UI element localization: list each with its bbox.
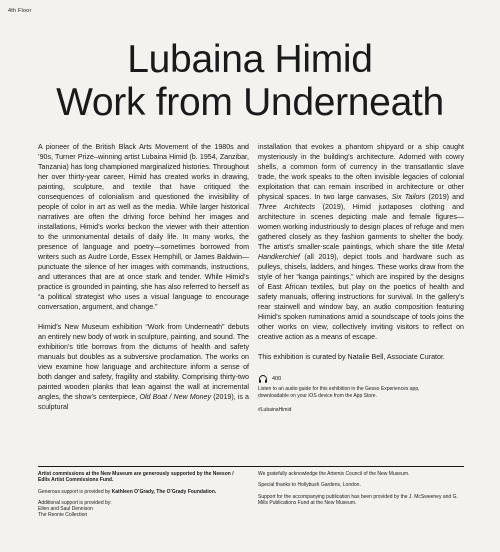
floor-label: 4th Floor xyxy=(8,8,32,14)
footer-left xyxy=(38,471,243,524)
generous-support-text: Generous support is provided by xyxy=(38,488,112,495)
audio-guide xyxy=(258,374,464,414)
left-column xyxy=(38,142,249,422)
installation-text-a: installation that evokes a phantom shipyard or a ship caught mysteriously in the building’s architecture. Adorned with cowry shells, a common form of currency in the transatlantic slave trade, the work speaks to the often invisible legacies of colonial exploitation that can remain inscribed in architecture or other physical spaces. In two large canvases, xyxy=(258,143,464,201)
exhibition-text-a: Himid’s New Museum exhibition “Work from Underneath” debuts an entirely new body of work in sculpture, painting, and sound. The exhibition’s title borrows from the dictums of health and safety manuals but doubles as a subversive proclamation. The works on view examine how language and architecture inform a sense of both danger and safety, fragility and stability. Comprising thirty-two painted wooden planks that lean against the wall at incremental angles, the show’s centerpiece, xyxy=(38,323,249,401)
supporter-1: Ellen and Saul Dennison xyxy=(38,506,93,513)
additional-support xyxy=(38,500,243,519)
audio-guide-line-2: downloadable on your iOS device from the App Store. xyxy=(258,392,377,399)
exhibition-paragraph xyxy=(38,322,249,412)
exhibition-text-b: (2019), is a sculptural xyxy=(38,393,249,411)
artwork-title-six-tailors: Six Tailors xyxy=(391,193,426,201)
installation-text-b: (2019) and xyxy=(425,193,464,201)
installation-text-c: (2019), Himid juxtaposes clothing and architecture in scenes depicting male and female figures—women working industriously to design places of refuge and men gathered closely as they fashion garments to shelter the body. The artist’s smaller-scale paintings, which share the title xyxy=(258,203,464,251)
artwork-title-old-boat: Old Boat / New Money xyxy=(139,393,212,401)
generous-support xyxy=(38,489,243,495)
curator-credit: This exhibition is curated by Natalie Bell, Associate Curator. xyxy=(258,353,445,361)
footer-right xyxy=(258,471,464,511)
installation-paragraph xyxy=(258,142,464,342)
artemis-acknowledgement: We gratefully acknowledge the Artemis Council of the New Museum. xyxy=(258,471,410,477)
right-column xyxy=(258,142,464,414)
hashtag: #LubainaHimid xyxy=(258,407,292,413)
artwork-title-three-architects: Three Architects xyxy=(258,203,316,211)
generous-support-donor: Kathleen O’Grady, The O’Grady Foundation. xyxy=(111,488,217,495)
headphones-icon xyxy=(258,374,268,384)
supporter-2: The Rennie Collection xyxy=(38,512,88,519)
footer-divider xyxy=(38,466,464,467)
audio-guide-line-1: Listen to an audio guide for this exhibition in the Gesso Experiences app, xyxy=(258,386,420,392)
commission-support: Artist commissions at the New Museum are generously supported by the Neeson / Edlis Artist Commissions Fund. xyxy=(38,471,234,484)
intro-paragraph: A pioneer of the British Black Arts Movement of the 1980s and ’90s, Turner Prize–winning artist Lubaina Himid (b. 1954, Zanzibar, Tanzania) has long championed marginalized histories. Throughout her over thirty-year career, Himid has created works in drawing, painting, sculpture, and textile that have critiqued the consequences of colonialism and questioned the invisibility of people of color in art as well as the media. While larger historical narratives are often the driving force behind her images and installations, Himid’s works beckon the viewer with their attention to the unmonumental details of daily life. In many works, the presence of language and poetry—sometimes borrowed from writers such as Audre Lorde, Essex Hemphill, or James Baldwin—punctuate the silence of her images with commands, instructions, and utterances that are at once stark and tender. While Himid’s practice is grounded in painting, she has also referred to herself as “a political strategist who uses a visual language to encourage conversation, argument, and change.” xyxy=(38,143,249,311)
special-thanks: Special thanks to Hollybush Gardens, London. xyxy=(258,482,361,489)
audio-stop-number: 400 xyxy=(272,375,282,382)
artwork-title-metal-handkerchief: Metal Handkerchief xyxy=(258,243,464,261)
additional-support-heading: Additional support is provided by: xyxy=(38,499,112,506)
exhibition-name: Work from Underneath xyxy=(56,81,444,124)
exhibition-title xyxy=(0,38,500,124)
artist-name: Lubaina Himid xyxy=(127,38,373,81)
publication-support: Support for the accompanying publication has been provided by the J. McSweeney and G. Mills Publications Fund at the New Museum. xyxy=(258,493,458,506)
installation-text-d: (all 2019), depict tools and hardware such as pulleys, chisels, ladders, and hinges. These works draw from the style of her “kanga paintings,” which are inspired by the designs of East African textiles, but play on the poetics of health and safety manuals, offering instructions for survival. In the gallery’s rear stairwell and window bay, an audio composition featuring Himid’s spoken ruminations amid a soundscape of tools joins the other works on view, collectively inviting visitors to reflect on creative action as a means of escape. xyxy=(258,253,464,341)
